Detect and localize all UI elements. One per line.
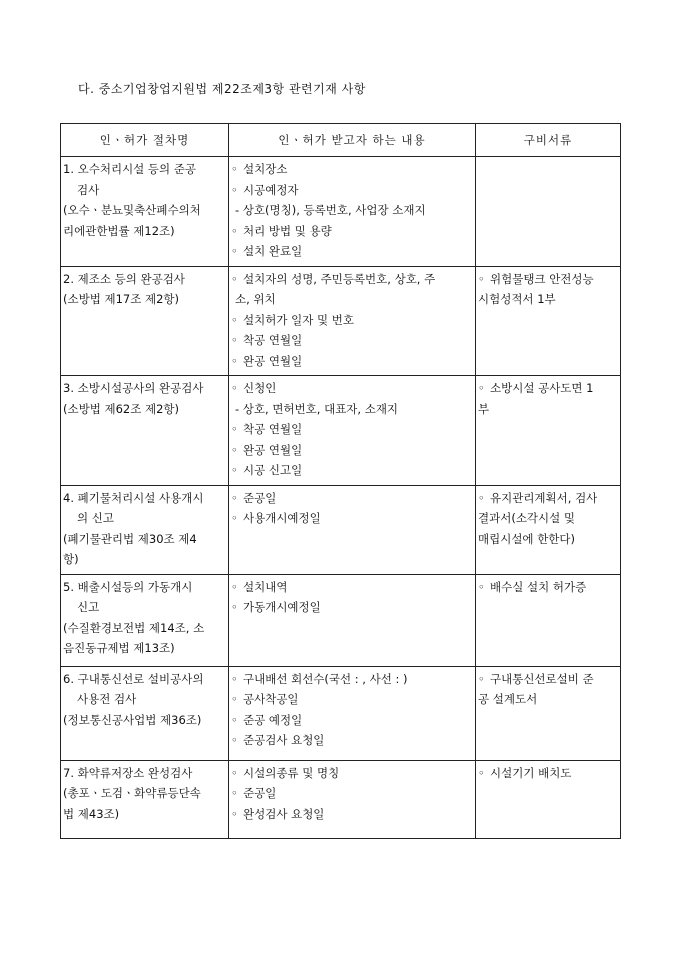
table-row xyxy=(61,376,621,486)
content-text: 시설의종류 및 명칭 xyxy=(243,765,340,780)
procedure-line: (오수ㆍ분뇨및축산폐수의처 xyxy=(63,203,201,217)
documents-text: 매립시설에 한한다) xyxy=(478,531,576,546)
content-line xyxy=(231,159,473,180)
content-line xyxy=(231,200,473,221)
documents-line xyxy=(478,577,618,598)
documents-text: 구내통신선로설비 준 xyxy=(490,671,594,686)
documents-line xyxy=(478,399,618,420)
bullet-icon: ◦ xyxy=(231,765,238,780)
content-text: 준공일 xyxy=(243,786,277,800)
bullet-icon: ◦ xyxy=(231,733,238,747)
content-cell xyxy=(229,666,476,760)
documents-text: 유지관리계획서, 검사 xyxy=(490,490,598,505)
content-text: 착공 연월일 xyxy=(243,333,303,347)
content-text: 신청인 xyxy=(243,381,277,395)
procedure-line: (소방법 제17조 제2항) xyxy=(63,292,179,306)
documents-cell xyxy=(476,760,621,838)
bullet-icon: ◦ xyxy=(231,182,238,197)
content-text: 설치자의 성명, 주민등록번호, 상호, 주 xyxy=(243,271,436,286)
bullet-icon: ◦ xyxy=(231,600,238,614)
procedure-line: (총포ㆍ도검ㆍ화약류등단속 xyxy=(63,786,201,800)
content-line xyxy=(231,783,473,804)
content-line xyxy=(231,804,473,825)
procedure-line: 신고 xyxy=(77,600,100,614)
content-text: 준공일 xyxy=(243,490,277,505)
content-cell xyxy=(229,485,476,574)
content-text: 사용개시예정일 xyxy=(243,511,321,525)
procedure-line: (수질환경보전법 제14조, 소 xyxy=(63,620,205,635)
content-text: 시공예정자 xyxy=(243,182,299,197)
documents-line xyxy=(478,289,618,310)
documents-cell xyxy=(476,376,621,486)
procedure-line: 검사 xyxy=(77,182,100,197)
bullet-icon: ◦ xyxy=(231,490,238,505)
table-row xyxy=(61,266,621,376)
content-text: 구내배선 회선수(국선 : , 사선 : ) xyxy=(243,671,408,686)
content-cell xyxy=(229,266,476,376)
procedure-cell xyxy=(61,666,229,760)
documents-text: 소방시설 공사도면 1 xyxy=(490,381,594,395)
bullet-icon: ◦ xyxy=(231,579,238,594)
section-heading: 다. 중소기업창업지원법 제22조제3항 관련기재 사항 xyxy=(78,82,366,96)
bullet-icon: ◦ xyxy=(231,692,238,706)
bullet-icon: ◦ xyxy=(231,333,238,347)
content-line xyxy=(231,378,473,399)
content-text: 처리 방법 및 용량 xyxy=(243,223,332,238)
bullet-icon: ◦ xyxy=(231,712,238,727)
procedure-line: 리에관한법률 제12조) xyxy=(63,223,175,238)
bullet-icon: ◦ xyxy=(231,162,238,176)
documents-line xyxy=(478,378,618,399)
procedure-line: 7. 화약류저장소 완성검사 xyxy=(63,765,193,780)
content-text: 착공 연월일 xyxy=(243,422,303,436)
content-text: 완성검사 요청일 xyxy=(243,806,325,821)
table-row xyxy=(61,574,621,666)
content-line xyxy=(231,289,473,310)
procedure-cell xyxy=(61,485,229,574)
bullet-icon: ◦ xyxy=(231,806,238,821)
documents-line xyxy=(478,529,618,550)
header-documents: 구비서류 xyxy=(476,124,621,157)
documents-cell xyxy=(476,266,621,376)
content-line xyxy=(231,351,473,372)
content-text: 설치장소 xyxy=(243,162,288,176)
documents-text: 부 xyxy=(478,401,490,416)
permit-table xyxy=(60,123,621,839)
bullet-icon: ◦ xyxy=(231,312,238,327)
content-cell xyxy=(229,376,476,486)
procedure-line: 3. 소방시설공사의 완공검사 xyxy=(63,381,204,395)
bullet-icon: ◦ xyxy=(231,511,238,525)
content-text: - 상호, 면허번호, 대표자, 소재지 xyxy=(235,401,399,416)
bullet-icon: ◦ xyxy=(478,671,485,686)
documents-line xyxy=(478,763,618,784)
content-line xyxy=(231,763,473,784)
procedure-cell xyxy=(61,157,229,267)
bullet-icon: ◦ xyxy=(231,381,238,395)
content-text: 완공 연월일 xyxy=(243,353,303,368)
content-line xyxy=(231,689,473,710)
header-procedure: 인ㆍ허가 절차명 xyxy=(61,124,229,157)
content-line xyxy=(231,269,473,290)
documents-cell xyxy=(476,574,621,666)
table-row xyxy=(61,157,621,267)
documents-text: 위험물탱크 안전성능 xyxy=(490,271,594,286)
content-text: 설치내역 xyxy=(243,579,288,594)
procedure-line: 항) xyxy=(63,552,79,566)
bullet-icon: ◦ xyxy=(478,765,485,780)
content-text: 설치 완료일 xyxy=(243,244,303,258)
procedure-cell xyxy=(61,574,229,666)
bullet-icon: ◦ xyxy=(478,490,485,505)
content-text: 가동개시예정일 xyxy=(243,600,321,614)
bullet-icon: ◦ xyxy=(231,244,238,258)
bullet-icon: ◦ xyxy=(478,381,485,395)
procedure-line: 6. 구내통신선로 설비공사의 xyxy=(63,671,204,686)
content-line xyxy=(231,460,473,481)
content-line xyxy=(231,730,473,751)
documents-line xyxy=(478,669,618,690)
documents-line xyxy=(478,488,618,509)
bullet-icon: ◦ xyxy=(231,422,238,436)
documents-text: 결과서(소각시설 및 xyxy=(478,511,576,525)
content-text: 시공 신고일 xyxy=(243,463,303,477)
content-cell xyxy=(229,760,476,838)
table-row xyxy=(61,760,621,838)
procedure-line: 5. 배출시설등의 가동개시 xyxy=(63,579,193,594)
content-cell xyxy=(229,574,476,666)
bullet-icon: ◦ xyxy=(231,353,238,368)
content-line xyxy=(231,597,473,618)
table-row xyxy=(61,485,621,574)
bullet-icon: ◦ xyxy=(231,442,238,457)
content-cell xyxy=(229,157,476,267)
procedure-line: 의 신고 xyxy=(77,511,114,525)
content-text: 준공 예정일 xyxy=(243,712,303,727)
documents-cell xyxy=(476,666,621,760)
procedure-cell xyxy=(61,266,229,376)
documents-text: 공 설계도서 xyxy=(478,692,538,706)
content-line xyxy=(231,310,473,331)
content-text: 설치허가 일자 및 번호 xyxy=(243,312,354,327)
content-line xyxy=(231,508,473,529)
bullet-icon: ◦ xyxy=(478,579,485,594)
procedure-line: (폐기물관리법 제30조 제4 xyxy=(63,531,197,546)
procedure-cell xyxy=(61,376,229,486)
bullet-icon: ◦ xyxy=(478,271,485,286)
bullet-icon: ◦ xyxy=(231,271,238,286)
content-line xyxy=(231,180,473,201)
content-line xyxy=(231,330,473,351)
procedure-cell xyxy=(61,760,229,838)
bullet-icon: ◦ xyxy=(231,223,238,238)
procedure-line: 1. 오수처리시설 등의 준공 xyxy=(63,162,197,176)
content-line xyxy=(231,221,473,242)
header-content: 인ㆍ허가 받고자 하는 내용 xyxy=(229,124,476,157)
procedure-line: 음진동규제법 제13조) xyxy=(63,641,175,655)
table-header-row xyxy=(61,124,621,157)
content-line xyxy=(231,419,473,440)
procedure-line: 법 제43조) xyxy=(63,806,120,821)
bullet-icon: ◦ xyxy=(231,786,238,800)
documents-cell xyxy=(476,485,621,574)
documents-cell xyxy=(476,157,621,267)
content-text: 소, 위치 xyxy=(235,292,276,306)
bullet-icon: ◦ xyxy=(231,463,238,477)
procedure-line: (정보통신공사업법 제36조) xyxy=(63,712,202,727)
procedure-line: (소방법 제62조 제2항) xyxy=(63,401,179,416)
content-text: 완공 연월일 xyxy=(243,442,303,457)
documents-line xyxy=(478,508,618,529)
documents-line xyxy=(478,269,618,290)
procedure-line: 4. 폐기물처리시설 사용개시 xyxy=(63,490,204,505)
procedure-line: 사용전 검사 xyxy=(77,692,137,706)
content-line xyxy=(231,710,473,731)
documents-text: 배수실 설치 허가증 xyxy=(490,579,587,594)
content-text: - 상호(명칭), 등록번호, 사업장 소재지 xyxy=(235,203,426,217)
documents-text: 시설기기 배치도 xyxy=(490,765,572,780)
content-line xyxy=(231,399,473,420)
content-line xyxy=(231,669,473,690)
content-line xyxy=(231,577,473,598)
table-row xyxy=(61,666,621,760)
documents-line xyxy=(478,689,618,710)
content-line xyxy=(231,488,473,509)
content-line xyxy=(231,440,473,461)
content-text: 준공검사 요청일 xyxy=(243,733,325,747)
content-text: 공사착공일 xyxy=(243,692,299,706)
procedure-line: 2. 제조소 등의 완공검사 xyxy=(63,271,185,286)
bullet-icon: ◦ xyxy=(231,671,238,686)
documents-text: 시험성적서 1부 xyxy=(478,292,556,306)
content-line xyxy=(231,241,473,262)
